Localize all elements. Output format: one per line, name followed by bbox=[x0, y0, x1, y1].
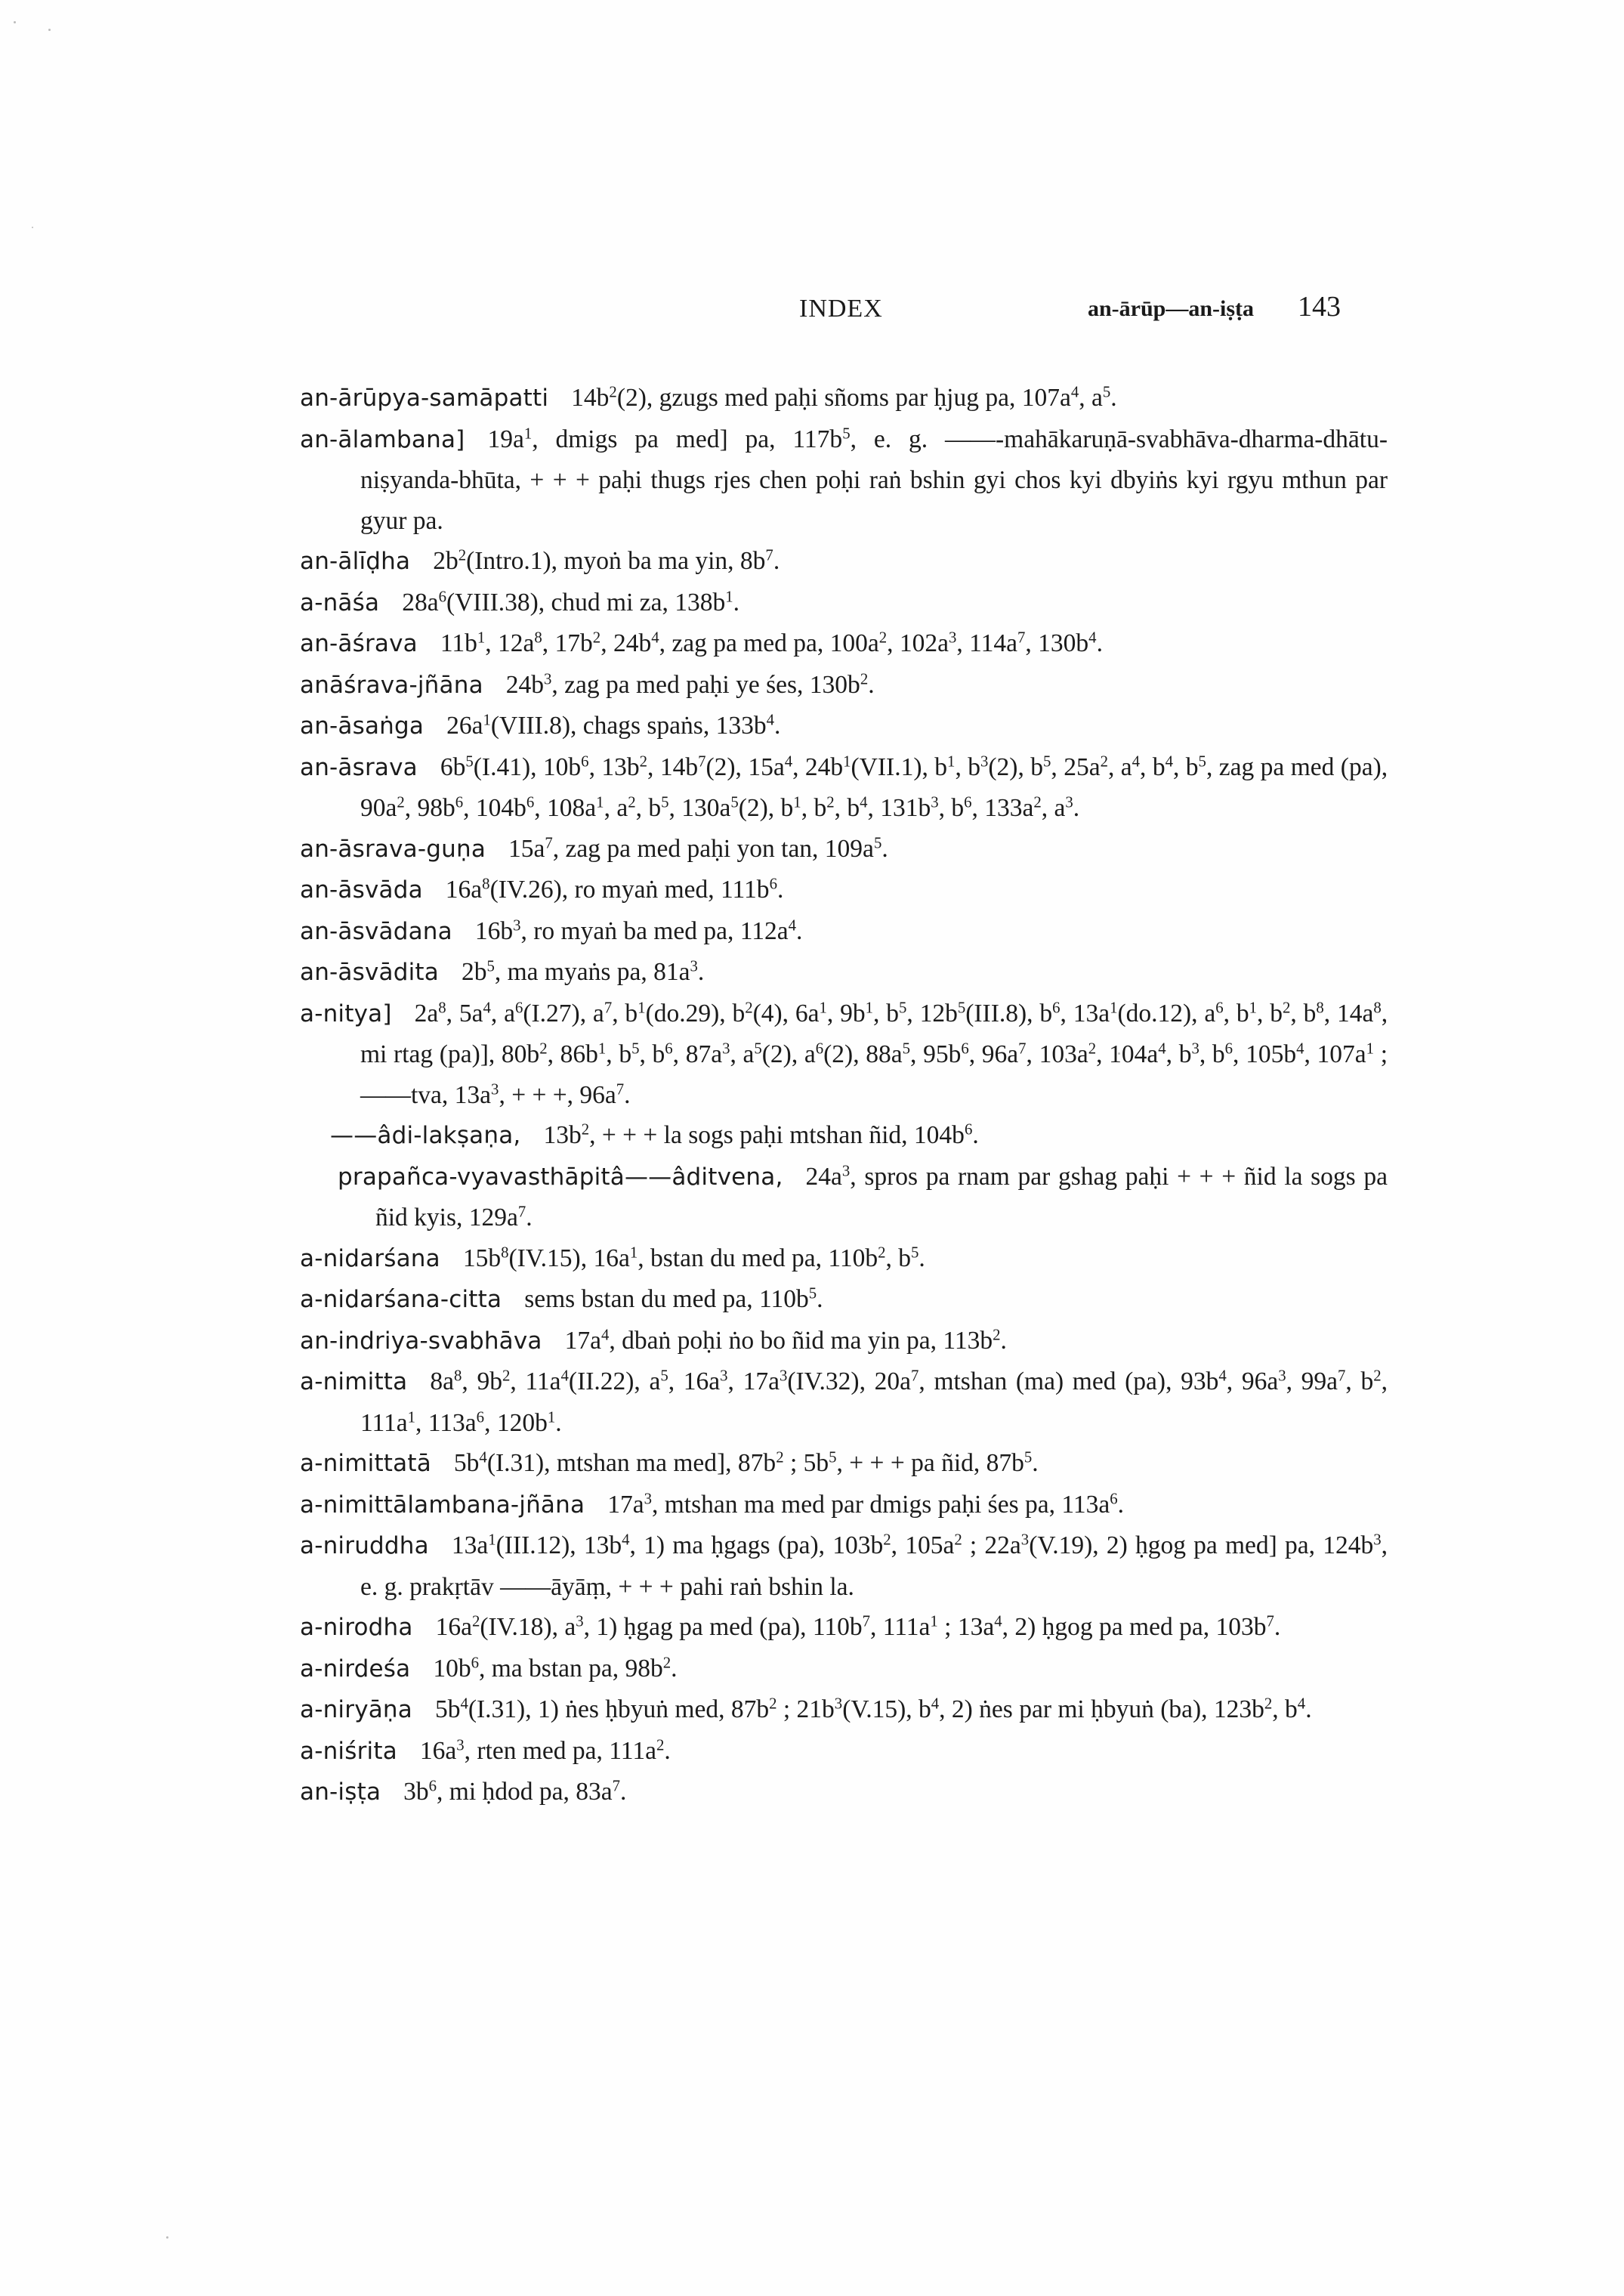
header-range: an-ārūp—an-iṣṭa bbox=[1088, 296, 1255, 321]
entry-headword: an-āsvāda bbox=[300, 876, 423, 904]
index-entry bbox=[300, 747, 1388, 829]
index-entry bbox=[300, 1238, 1388, 1280]
entry-headword: prapañca-vyavasthāpitâ——âditvena, bbox=[338, 1163, 783, 1191]
entry-references: $16b^3$, ro myaṅ ba med pa, $112a^4$. bbox=[474, 916, 803, 945]
entry-references: $15a^7$, zag pa med paḥi yon tan, $109a^5$. bbox=[508, 834, 888, 863]
entry-headword: a-nirdeśa bbox=[300, 1655, 411, 1683]
entry-references: $16a^2(IV.18)$, $a^3$, 1) ḥgag pa med (pa), $110b^7$, $111a^1$ ; $13a^4$, 2) ḥgog pa med pa, $103b^7$. bbox=[435, 1612, 1281, 1641]
entry-references: $11b^1$, $12a^8$, $17b^2$, $24b^4$, zag pa med pa, $100a^2$, $102a^3$, $114a^7$, $130b^4$. bbox=[440, 629, 1103, 657]
entry-headword: an-indriya-svabhāva bbox=[300, 1327, 542, 1355]
index-entry bbox=[300, 1485, 1388, 1526]
index-entry bbox=[300, 993, 1388, 1116]
entry-references: $8a^8$, $9b^2$, $11a^4(II.22)$, $a^5$, $16a^3$, $17a^3(IV.32)$, $20a^7$, mtshan (ma) med (pa), $93b^4$, $96a^3$, $99a^7$, $b^2$, $111a^1$, $113a^6$, $120b^1$. bbox=[360, 1367, 1388, 1437]
entry-references: $24a^3$, spros pa rnam par gshag paḥi + + + ñid la sogs pa ñid kyis, $129a^7$. bbox=[375, 1162, 1388, 1231]
entry-headword: a-nāśa bbox=[300, 589, 380, 616]
entry-headword: a-niryāṇa bbox=[300, 1696, 412, 1723]
scan-speck bbox=[48, 29, 51, 31]
index-entry bbox=[300, 1731, 1388, 1772]
scan-speck bbox=[166, 2236, 168, 2239]
page-number: 143 bbox=[1298, 291, 1341, 323]
entry-references: $5b^4(I.31)$, mtshan ma med], $87b^2$ ; $5b^5$, + + + pa ñid, $87b^5$. bbox=[453, 1448, 1039, 1477]
entry-headword: a-niśrita bbox=[300, 1737, 397, 1765]
entry-headword: an-iṣṭa bbox=[300, 1778, 381, 1806]
index-entry bbox=[300, 1321, 1388, 1362]
entry-headword: an-āsrava bbox=[300, 753, 418, 781]
entry-headword: a-nirodha bbox=[300, 1614, 413, 1641]
entry-references: $28a^6(VIII.38)$, chud mi za, $138b^1$. bbox=[402, 588, 740, 616]
index-entry bbox=[300, 665, 1388, 706]
index-entry bbox=[300, 378, 1388, 419]
scan-speck bbox=[32, 227, 33, 228]
entry-headword: an-āsrava-guṇa bbox=[300, 835, 486, 863]
entry-references: $2a^8$, $5a^4$, $a^6(I.27)$, $a^7$, $b^1(do.29)$, $b^2(4)$, $6a^1$, $9b^1$, $b^5$, $12b^5(III.8)$, $b^6$, $13a^1(do.12)$, $a^6$, $b^1$, $b^2$, $b^8$, $14a^8$, mi rtag (pa)], $80b^2$, $86b^1$, $b^5$, $b^6$, $87a^3$, $a^5(2)$, $a^6(2)$, $88a^5$, $95b^6$, $96a^7$, $103a^2$, $104a^4$, $b^3$, $b^6$, $105b^4$, $107a^1$ ; ——tva, $13a^3$, + + +, $96a^7$. bbox=[360, 999, 1388, 1109]
index-entry bbox=[300, 1279, 1388, 1321]
entry-headword: a-niruddha bbox=[300, 1532, 429, 1559]
entry-headword: a-nidarśana bbox=[300, 1244, 440, 1272]
entry-headword: a-nitya] bbox=[300, 1000, 392, 1027]
entry-references: $6b^5(I.41)$, $10b^6$, $13b^2$, $14b^7(2)$, $15a^4$, $24b^1(VII.1)$, $b^1$, $b^3(2)$, $b^5$, $25a^2$, $a^4$, $b^4$, $b^5$, zag pa med (pa), $90a^2$, $98b^6$, $104b^6$, $108a^1$, $a^2$, $b^5$, $130a^5(2)$, $b^1$, $b^2$, $b^4$, $131b^3$, $b^6$, $133a^2$, $a^3$. bbox=[360, 752, 1388, 822]
entry-references: $17a^3$, mtshan ma med par dmigs paḥi śes pa, $113a^6$. bbox=[607, 1490, 1125, 1519]
entry-references: $5b^4(I.31)$, 1) ṅes ḥbyuṅ med, $87b^2$ ; $21b^3(V.15)$, $b^4$, 2) ṅes par mi ḥbyuṅ (ba), $123b^2$, $b^4$. bbox=[434, 1695, 1312, 1723]
entry-headword: an-ārūpya-samāpatti bbox=[300, 385, 549, 412]
index-entry bbox=[300, 1525, 1388, 1607]
entry-references: $3b^6$, mi ḥdod pa, $83a^7$. bbox=[403, 1777, 627, 1806]
entry-references: $16a^3$, rten med pa, $111a^2$. bbox=[419, 1736, 671, 1765]
entry-headword: a-nimittālambana-jñāna bbox=[300, 1491, 585, 1519]
entry-references: $14b^2(2)$, gzugs med paḥi sñoms par ḥjug pa, $107a^4$, $a^5$. bbox=[571, 383, 1117, 412]
entry-headword: an-āśrava bbox=[300, 630, 418, 657]
entry-references: $17a^4$, dbaṅ poḥi ṅo bo ñid ma yin pa, $113b^2$. bbox=[564, 1326, 1007, 1355]
entry-headword: an-āsvādana bbox=[300, 917, 452, 945]
index-entry bbox=[300, 911, 1388, 953]
index-entry bbox=[300, 1607, 1388, 1649]
entry-headword: a-nidarśana-citta bbox=[300, 1286, 502, 1313]
running-header bbox=[0, 291, 1624, 340]
scan-speck bbox=[14, 21, 16, 23]
index-entry bbox=[300, 870, 1388, 911]
index-entry bbox=[300, 582, 1388, 624]
entry-headword: anāśrava-jñāna bbox=[300, 671, 483, 699]
entry-references: $13a^1(III.12)$, $13b^4$, 1) ma ḥgags (pa), $103b^2$, $105a^2$ ; $22a^3(V.19)$, 2) ḥgog pa med] pa, $124b^3$, e. g. prakṛtāv ——āyāṃ, + + + pahi raṅ bshin la. bbox=[360, 1531, 1388, 1601]
entry-headword: an-āsaṅga bbox=[300, 712, 425, 740]
index-entry bbox=[300, 829, 1388, 870]
entry-references: sems bstan du med pa, $110b^5$. bbox=[524, 1284, 823, 1313]
index-entry bbox=[300, 1649, 1388, 1690]
entry-references: $26a^1(VIII.8)$, chags spaṅs, $133b^4$. bbox=[446, 711, 781, 740]
entry-headword: a-nimitta bbox=[300, 1368, 408, 1395]
entry-references: $16a^8(IV.26)$, ro myaṅ med, $111b^6$. bbox=[445, 875, 784, 904]
index-entry bbox=[300, 1443, 1388, 1485]
entry-references: $19a^1$, dmigs pa med] pa, $117b^5$, e. g. ——-mahākaruṇā-svabhāva-dharma-dhātu-niṣyanda-bhūta, + + + paḥi thugs rjes chen poḥi raṅ bshin gyi chos kyi dbyiṅs kyi rgyu mthun par gyur pa. bbox=[360, 425, 1388, 535]
entry-references: $15b^8(IV.15)$, $16a^1$, bstan du med pa, $110b^2$, $b^5$. bbox=[462, 1244, 925, 1272]
index-entry bbox=[300, 623, 1388, 665]
index-entries bbox=[300, 378, 1388, 1813]
entry-headword: an-āsvādita bbox=[300, 959, 439, 986]
header-title: INDEX bbox=[799, 295, 883, 323]
index-entry bbox=[300, 1115, 1388, 1157]
entry-headword: ——âdi-lakṣaṇa, bbox=[330, 1122, 521, 1149]
index-entry bbox=[300, 952, 1388, 993]
entry-references: $2b^5$, ma myaṅs pa, $81a^3$. bbox=[461, 957, 705, 986]
index-entry bbox=[300, 419, 1388, 542]
entry-references: $10b^6$, ma bstan pa, $98b^2$. bbox=[433, 1654, 678, 1683]
entry-headword: an-ālambana] bbox=[300, 425, 465, 453]
index-entry bbox=[300, 541, 1388, 582]
index-entry bbox=[300, 1157, 1388, 1238]
entry-headword: a-nimittatā bbox=[300, 1450, 431, 1477]
index-entry bbox=[300, 1361, 1388, 1443]
entry-references: $24b^3$, zag pa med paḥi ye śes, $130b^2$. bbox=[505, 670, 875, 699]
index-entry bbox=[300, 1689, 1388, 1731]
entry-references: $2b^2(Intro.1)$, myoṅ ba ma yin, $8b^7$. bbox=[433, 546, 780, 575]
index-entry bbox=[300, 706, 1388, 747]
entry-references: $13b^2$, + + + la sogs paḥi mtshan ñid, $104b^6$. bbox=[543, 1120, 979, 1149]
index-entry bbox=[300, 1772, 1388, 1813]
entry-headword: an-ālīḍha bbox=[300, 548, 411, 575]
